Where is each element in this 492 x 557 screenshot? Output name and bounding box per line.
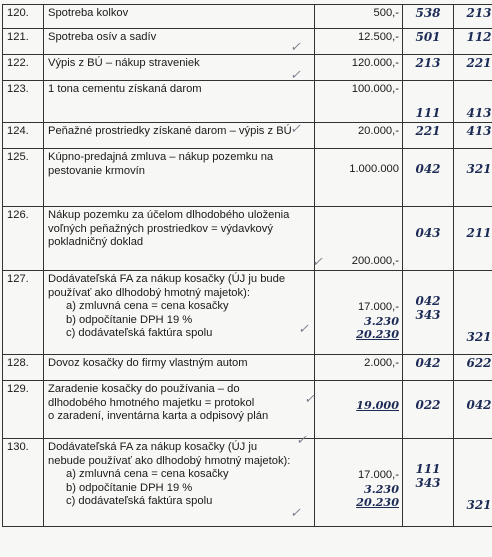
desc-line: Dodávateľská FA za nákup kosačky (ÚJ ju bude — [48, 273, 286, 285]
debit-account: 538 — [403, 5, 454, 29]
row-amount — [315, 439, 403, 527]
credit-account: 321 — [454, 271, 492, 355]
sub-item: b) odpočítanie DPH 19 % — [66, 481, 193, 494]
check-mark-icon: ✓ — [290, 40, 301, 55]
credit-account: 211 — [454, 207, 492, 271]
row-amount: 2.000,- — [315, 355, 403, 381]
desc-line: používať ako dlhodobý hmotný majetok): — [48, 286, 250, 299]
amount-line: 17.000,- — [357, 301, 399, 313]
sub-item: a) zmluvná cena = cena kosačky — [66, 468, 229, 480]
row-amount: 1.000.000 — [315, 149, 403, 207]
row-number: 129. — [3, 381, 44, 439]
sub-item: c) dodávateľská faktúra spolu — [66, 495, 213, 507]
row-number: 120. — [3, 5, 44, 29]
table-row — [3, 5, 492, 29]
desc-line: nebude používať ako dlhodobý hmotný majetok): — [48, 454, 291, 467]
debit-account: 043 — [403, 207, 454, 271]
amount-line: 3.230 — [363, 481, 399, 496]
credit-account: 112 — [454, 29, 492, 55]
debit-account — [403, 271, 454, 355]
row-number: 125. — [3, 149, 44, 207]
debit-account — [403, 439, 454, 527]
check-mark-icon: ✓ — [304, 392, 315, 407]
credit-account: 042 — [454, 381, 492, 439]
row-description: Dovoz kosačky do firmy vlastným autom — [44, 355, 315, 381]
row-amount: 100.000,- — [315, 81, 403, 123]
table-row — [3, 381, 492, 439]
row-description — [44, 207, 315, 271]
amount-line: 20.230 — [356, 327, 399, 341]
row-number: 124. — [3, 123, 44, 149]
row-amount: 20.000,- — [315, 123, 403, 149]
row-description: 1 tona cementu získaná darom — [44, 81, 315, 123]
table-row — [3, 55, 492, 81]
row-description — [44, 381, 315, 439]
desc-line: dlhodobého hmotného majetku = protokol — [48, 396, 255, 409]
check-mark-icon: ✓ — [298, 322, 309, 337]
row-amount — [315, 381, 403, 439]
credit-account: 321 — [454, 439, 492, 527]
row-number: 127. — [3, 271, 44, 355]
desc-line: Zaradenie kosačky do používania – do — [48, 383, 240, 395]
amount-line: 20.230 — [356, 495, 399, 509]
table-row — [3, 29, 492, 55]
credit-account: 221 — [454, 55, 492, 81]
row-description: Spotreba osív a sadív — [44, 29, 315, 55]
journal-table — [2, 4, 492, 527]
account-line: 042 — [415, 294, 441, 308]
row-number: 126. — [3, 207, 44, 271]
credit-account: 321 — [454, 149, 492, 207]
table-row — [3, 271, 492, 355]
row-description: Peňažné prostriedky získané darom – výpis z BÚ — [44, 123, 315, 149]
row-number: 122. — [3, 55, 44, 81]
check-mark-icon: ✓ — [290, 506, 301, 521]
row-amount: 200.000,- — [315, 207, 403, 271]
debit-account: 042 — [403, 355, 454, 381]
account-line: 343 — [415, 307, 441, 322]
debit-account: 022 — [403, 381, 454, 439]
table-row — [3, 207, 492, 271]
row-description — [44, 149, 315, 207]
account-line: 111 — [415, 462, 441, 476]
credit-account: 413 — [454, 123, 492, 149]
table-row — [3, 355, 492, 381]
check-mark-icon: ✓ — [296, 433, 307, 448]
sub-item: b) odpočítanie DPH 19 % — [66, 313, 193, 326]
desc-line: pestovanie krmovín — [48, 164, 146, 177]
desc-line: Nákup pozemku za účelom dlhodobého uloženia — [48, 209, 290, 221]
row-amount: 120.000,- — [315, 55, 403, 81]
row-number: 128. — [3, 355, 44, 381]
sub-item: c) dodávateľská faktúra spolu — [66, 327, 213, 339]
row-number: 123. — [3, 81, 44, 123]
desc-line: voľných peňažných prostriedkov = výdavkový — [48, 222, 273, 235]
check-mark-icon: ✓ — [312, 255, 323, 270]
amount-line: 17.000,- — [357, 469, 399, 481]
row-amount: 500,- — [315, 5, 403, 29]
row-amount: 12.500,- — [315, 29, 403, 55]
debit-account: 111 — [403, 81, 454, 123]
table-row — [3, 123, 492, 149]
row-number: 130. — [3, 439, 44, 527]
amount-line: 3.230 — [363, 313, 399, 328]
credit-account: 413 — [454, 81, 492, 123]
table-row — [3, 149, 492, 207]
sub-item: a) zmluvná cena = cena kosačky — [66, 300, 229, 312]
debit-account: 042 — [403, 149, 454, 207]
account-line: 343 — [415, 475, 441, 490]
credit-account: 622 — [454, 355, 492, 381]
row-amount — [315, 271, 403, 355]
row-description: Výpis z BÚ – nákup stravenie​k — [44, 55, 315, 81]
check-mark-icon: ✓ — [290, 68, 301, 83]
debit-account: 501 — [403, 29, 454, 55]
debit-account: 221 — [403, 123, 454, 149]
check-mark-icon: ✓ — [290, 122, 301, 137]
desc-line: pokladničný doklad — [48, 236, 144, 248]
table-row — [3, 439, 492, 527]
credit-account: 213 — [454, 5, 492, 29]
row-description — [44, 439, 315, 527]
row-description: Spotreba kolkov — [44, 5, 315, 29]
row-description — [44, 271, 315, 355]
desc-line: o zaradení, inventárna karta a odpisový plán — [48, 410, 269, 422]
desc-line: Kúpno-predajná zmluva – nákup pozemku na — [48, 151, 274, 163]
table-row — [3, 81, 492, 123]
row-number: 121. — [3, 29, 44, 55]
debit-account: 213 — [403, 55, 454, 81]
desc-line: Dodávateľská FA za nákup kosačky (ÚJ ju — [48, 441, 258, 453]
amount-line: 19.000 — [356, 398, 399, 412]
